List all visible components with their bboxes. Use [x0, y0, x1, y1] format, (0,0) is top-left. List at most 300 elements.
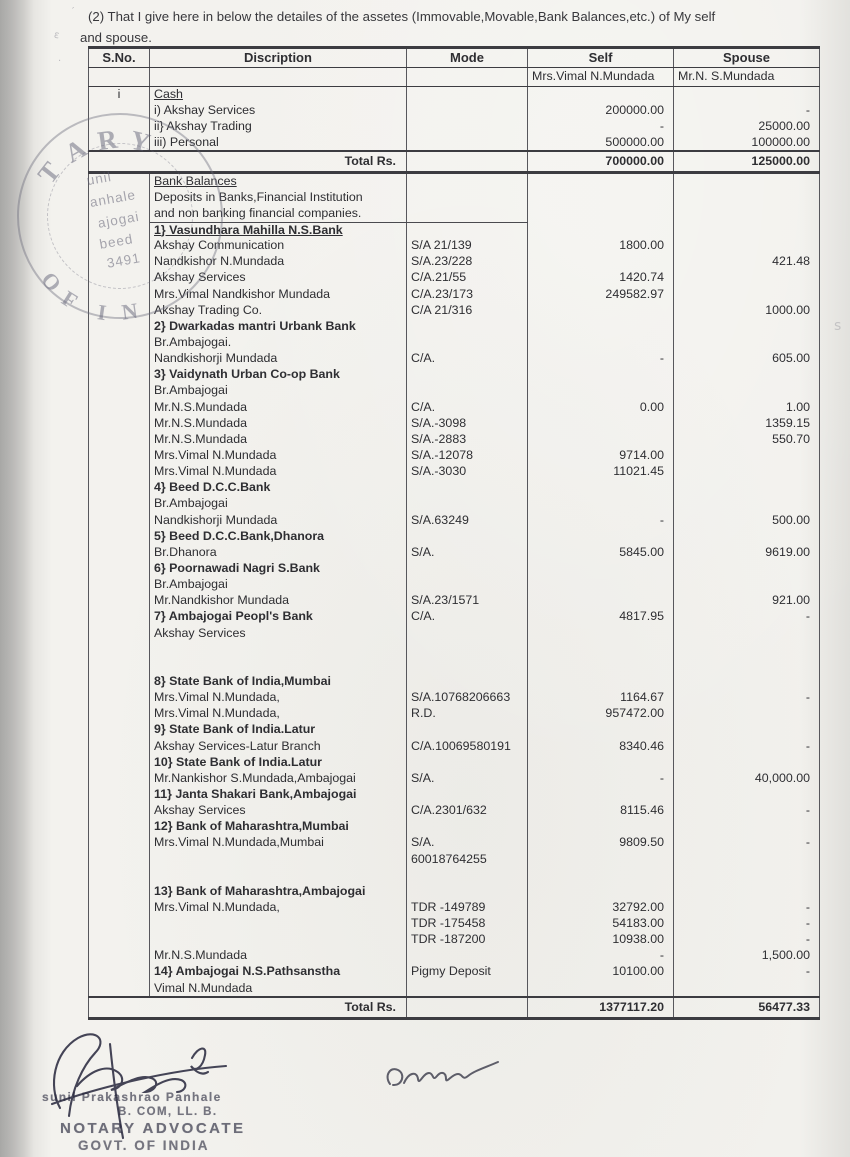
description-text: Br.Dhanora [154, 544, 217, 559]
cell-spouse [674, 480, 820, 496]
cell-spouse: - [674, 900, 820, 916]
cell-mode: S/A. [407, 771, 528, 787]
cell-self: 1377117.20 [528, 997, 674, 1019]
cell-self [528, 868, 674, 884]
cell-mode [407, 319, 528, 335]
cell-self: 54183.00 [528, 916, 674, 932]
stamp-arc-letter: R [95, 123, 120, 157]
table-row [89, 900, 820, 916]
cell-mode [407, 529, 528, 545]
cell-self: 1420.74 [528, 270, 674, 286]
cell-self: 8340.46 [528, 739, 674, 755]
cell-spouse [674, 868, 820, 884]
cell-description [150, 755, 407, 771]
cell-spouse [674, 722, 820, 738]
cell-description [150, 238, 407, 254]
description-text: 2} Dwarkadas mantri Urbank Bank [154, 318, 356, 333]
cell-description [150, 135, 407, 151]
table-subheader-row [89, 68, 820, 87]
cell-self: 32792.00 [528, 900, 674, 916]
cell-self: - [528, 948, 674, 964]
cell-self [528, 335, 674, 351]
description-text: 9} State Bank of India.Latur [154, 722, 316, 737]
cell-self [528, 787, 674, 803]
description-text: 1} Vasundhara Mahilla N.S.Bank [154, 222, 343, 237]
cell-description [150, 852, 407, 868]
cell-spouse [674, 642, 820, 658]
description-text: 8} State Bank of India,Mumbai [154, 673, 331, 688]
cell-empty [407, 68, 528, 87]
cell-spouse: - [674, 835, 820, 851]
cell-self [528, 432, 674, 448]
description-text: Mrs.Vimal N.Mundada [154, 464, 277, 479]
column-header-self: Self [528, 48, 674, 68]
assets-table-body [89, 87, 820, 1019]
description-text: Br.Ambajogai. [154, 335, 232, 349]
cell-sno [89, 319, 150, 335]
table-row [89, 948, 820, 964]
cell-description [150, 448, 407, 464]
table-header-row [89, 48, 820, 68]
cell-description [150, 868, 407, 884]
cell-mode: S/A 21/139 [407, 238, 528, 254]
table-row [89, 432, 820, 448]
cell-spouse [674, 561, 820, 577]
cell-self [528, 852, 674, 868]
notary-qualification: B. COM, LL. B. [118, 1106, 218, 1118]
cell-self: 249582.97 [528, 287, 674, 303]
cell-spouse: - [674, 916, 820, 932]
cell-description [150, 771, 407, 787]
cell-description [150, 254, 407, 270]
notary-name: sunil Prakashrao Panhale [42, 1090, 222, 1104]
cell-mode [407, 173, 528, 190]
cell-mode [407, 819, 528, 835]
cell-description [150, 319, 407, 335]
cell-spouse: 25000.00 [674, 119, 820, 135]
table-row [89, 932, 820, 948]
cell-spouse [674, 222, 820, 238]
description-text: Cash [154, 87, 183, 101]
cell-spouse: 421.48 [674, 254, 820, 270]
cell-sno [89, 432, 150, 448]
cell-description [150, 787, 407, 803]
total-row [89, 997, 820, 1019]
cell-spouse: 1359.15 [674, 416, 820, 432]
table-row [89, 642, 820, 658]
description-text: 10} State Bank of India.Latur [154, 754, 322, 769]
cell-mode: C/A.21/55 [407, 270, 528, 286]
cell-sno [89, 787, 150, 803]
table-row [89, 819, 820, 835]
table-row [89, 303, 820, 319]
cell-mode [407, 222, 528, 238]
cell-sno [89, 190, 150, 206]
cell-mode [407, 981, 528, 997]
cell-self: - [528, 771, 674, 787]
cell-spouse: 1000.00 [674, 303, 820, 319]
cell-description [150, 658, 407, 674]
stamp-arc-letter: T [31, 156, 67, 190]
cell-description [150, 351, 407, 367]
cell-self: - [528, 351, 674, 367]
cell-sno [89, 561, 150, 577]
pencil-mark: · [58, 56, 62, 67]
total-row [89, 151, 820, 173]
cell-self [528, 319, 674, 335]
cell-sno [89, 658, 150, 674]
cell-spouse [674, 496, 820, 512]
cell-self [528, 87, 674, 103]
cell-self [528, 626, 674, 642]
cell-mode: C/A. [407, 351, 528, 367]
cell-sno [89, 206, 150, 222]
cell-self [528, 222, 674, 238]
intro-line-2: and spouse. [80, 30, 152, 45]
description-text: Mrs.Vimal N.Mundada [154, 447, 277, 462]
stamp-text-line: anhale [88, 187, 138, 210]
cell-sno [89, 545, 150, 561]
cell-self [528, 819, 674, 835]
cell-sno [89, 964, 150, 980]
cell-self [528, 416, 674, 432]
description-text: Br.Ambajogai [154, 577, 228, 592]
cell-description [150, 948, 407, 964]
description-text: Akshay Services [154, 803, 246, 818]
cell-description [150, 981, 407, 997]
description-text: Mr.N.S.Mundada [154, 399, 247, 414]
stamp-arc-letter: I [95, 299, 108, 326]
cell-self: 1800.00 [528, 238, 674, 254]
cell-sno [89, 900, 150, 916]
cell-spouse: 9619.00 [674, 545, 820, 561]
cell-description [150, 819, 407, 835]
cell-description [150, 561, 407, 577]
cell-description [150, 545, 407, 561]
cell-description [150, 803, 407, 819]
description-text: ii} Akshay Trading [154, 118, 252, 133]
cell-self [528, 254, 674, 270]
stamp-text-line: ajogai [96, 208, 141, 231]
cell-spouse [674, 270, 820, 286]
table-row [89, 335, 820, 351]
cell-sno [89, 135, 150, 151]
cell-spouse [674, 577, 820, 593]
table-row [89, 173, 820, 190]
cell-description [150, 706, 407, 722]
cell-mode [407, 884, 528, 900]
cell-self: 10938.00 [528, 932, 674, 948]
cell-sno [89, 119, 150, 135]
cell-mode [407, 206, 528, 222]
table-row [89, 135, 820, 151]
cell-self [528, 561, 674, 577]
cell-spouse [674, 367, 820, 383]
table-row [89, 561, 820, 577]
cell-spouse [674, 87, 820, 103]
cell-sno: i [89, 87, 150, 103]
cell-self: 957472.00 [528, 706, 674, 722]
cell-description [150, 432, 407, 448]
cell-sno [89, 351, 150, 367]
description-text: Br.Ambajogai [154, 496, 228, 511]
cell-sno [89, 270, 150, 286]
table-row [89, 87, 820, 103]
description-text: 5} Beed D.C.C.Bank,Dhanora [154, 528, 325, 543]
table-row [89, 916, 820, 932]
cell-sno [89, 335, 150, 351]
description-text: Mr.N.S.Mundada [154, 948, 247, 963]
cell-spouse [674, 206, 820, 222]
cell-sno [89, 835, 150, 851]
intro-text [80, 6, 808, 48]
description-text: Akshay Services-Latur Branch [154, 738, 321, 753]
cell-sno [89, 496, 150, 512]
cell-sno [89, 513, 150, 529]
table-row [89, 103, 820, 119]
stamp-arc-letter: O [36, 267, 67, 297]
cell-self [528, 529, 674, 545]
cell-description [150, 335, 407, 351]
cell-self [528, 383, 674, 399]
stamp-arc-letter: N [120, 297, 140, 325]
cell-description [150, 464, 407, 480]
cell-description [150, 303, 407, 319]
cell-mode [407, 151, 528, 173]
table-row [89, 464, 820, 480]
self-person-name: Mrs.Vimal N.Mundada [528, 68, 674, 87]
description-text: Mr.Nankishor S.Mundada,Ambajogai [154, 770, 356, 785]
cell-mode [407, 722, 528, 738]
table-row [89, 674, 820, 690]
cell-mode: R.D. [407, 706, 528, 722]
cell-mode [407, 496, 528, 512]
cell-sno [89, 529, 150, 545]
table-row [89, 771, 820, 787]
description-text: Deposits in Banks,Financial Institution [154, 189, 363, 204]
cell-mode [407, 868, 528, 884]
cell-mode: TDR -187200 [407, 932, 528, 948]
table-row [89, 400, 820, 416]
cell-description [150, 287, 407, 303]
cell-sno [89, 739, 150, 755]
cell-self [528, 480, 674, 496]
cell-sno [89, 383, 150, 399]
cell-description [150, 87, 407, 103]
cell-spouse [674, 190, 820, 206]
cell-sno [89, 480, 150, 496]
column-header-spouse: Spouse [674, 48, 820, 68]
cell-sno [89, 416, 150, 432]
cell-description [150, 626, 407, 642]
cell-description [150, 270, 407, 286]
cell-spouse [674, 755, 820, 771]
cell-spouse: - [674, 932, 820, 948]
cell-spouse [674, 658, 820, 674]
cell-empty [89, 68, 150, 87]
table-row [89, 190, 820, 206]
cell-spouse [674, 383, 820, 399]
table-row [89, 626, 820, 642]
cell-mode: TDR -149789 [407, 900, 528, 916]
column-header-mode: Mode [407, 48, 528, 68]
description-text: i) Akshay Services [154, 102, 256, 117]
cell-description [150, 593, 407, 609]
stamp-text-line: beed [98, 231, 135, 252]
table-row [89, 722, 820, 738]
cell-self [528, 206, 674, 222]
stamp-arc-letter: A [59, 132, 92, 169]
table-row [89, 658, 820, 674]
stamp-arc-letter: Y [127, 124, 154, 159]
table-row [89, 529, 820, 545]
cell-description [150, 964, 407, 980]
assets-table [88, 46, 820, 1020]
cell-description [150, 674, 407, 690]
notary-title: NOTARY ADVOCATE [60, 1120, 246, 1137]
cell-description [150, 529, 407, 545]
table-row [89, 238, 820, 254]
description-text: Bank Balances [154, 174, 237, 189]
cell-self [528, 884, 674, 900]
cell-mode [407, 480, 528, 496]
cell-mode [407, 87, 528, 103]
table-row [89, 270, 820, 286]
cell-mode: C/A.23/173 [407, 287, 528, 303]
cell-sno [89, 367, 150, 383]
cell-description [150, 222, 407, 238]
cell-description [150, 496, 407, 512]
cell-self [528, 593, 674, 609]
description-text: Mr.N.S.Mundada [154, 415, 247, 430]
cell-spouse [674, 448, 820, 464]
description-text: Mrs.Vimal N.Mundada, [154, 706, 280, 721]
table-row [89, 416, 820, 432]
cell-sno [89, 303, 150, 319]
cell-sno [89, 932, 150, 948]
cell-spouse [674, 173, 820, 190]
description-text: 12} Bank of Maharashtra,Mumbai [154, 819, 349, 834]
cell-mode: S/A.-3098 [407, 416, 528, 432]
scribble-annotation [376, 1050, 526, 1105]
cell-spouse [674, 706, 820, 722]
cell-self [528, 577, 674, 593]
cell-description [150, 916, 407, 932]
cell-spouse: 500.00 [674, 513, 820, 529]
cell-spouse: 125000.00 [674, 151, 820, 173]
stamp-text-line: 3491 [105, 250, 142, 271]
signature-handwritten [44, 1028, 244, 1143]
description-text: Akshay Services [154, 625, 246, 640]
table-row [89, 593, 820, 609]
table-row [89, 496, 820, 512]
description-text: Nandkishorji Mundada [154, 512, 278, 527]
table-row [89, 319, 820, 335]
cell-mode [407, 577, 528, 593]
description-text: 6} Poornawadi Nagri S.Bank [154, 560, 320, 575]
cell-spouse: 100000.00 [674, 135, 820, 151]
cell-mode: S/A.23/1571 [407, 593, 528, 609]
cell-spouse: 605.00 [674, 351, 820, 367]
description-text [154, 658, 157, 672]
description-text: 11} Janta Shakari Bank,Ambajogai [154, 786, 357, 801]
cell-mode [407, 658, 528, 674]
cell-description [150, 900, 407, 916]
description-text [154, 868, 157, 882]
cell-sno [89, 755, 150, 771]
pencil-mark: s [834, 318, 842, 334]
table-row [89, 119, 820, 135]
cell-description [150, 173, 407, 190]
cell-spouse: - [674, 803, 820, 819]
cell-sno [89, 222, 150, 238]
table-row [89, 690, 820, 706]
cell-sno [89, 852, 150, 868]
cell-self [528, 367, 674, 383]
table-row [89, 964, 820, 980]
cell-self: 9809.50 [528, 835, 674, 851]
cell-sno [89, 626, 150, 642]
cell-sno [89, 238, 150, 254]
cell-description [150, 206, 407, 222]
cell-mode: 60018764255 [407, 852, 528, 868]
cell-description [150, 577, 407, 593]
cell-sno [89, 674, 150, 690]
table-row [89, 545, 820, 561]
cell-description [150, 367, 407, 383]
table-row [89, 222, 820, 238]
cell-sno [89, 254, 150, 270]
cell-self [528, 658, 674, 674]
description-text: Akshay Services [154, 270, 246, 285]
description-text: Mrs.Vimal N.Mundada, [154, 899, 280, 914]
cell-spouse: - [674, 739, 820, 755]
cell-mode [407, 626, 528, 642]
cell-mode [407, 755, 528, 771]
cell-sno [89, 981, 150, 997]
stamp-text-line: unil [85, 168, 113, 189]
cell-mode [407, 335, 528, 351]
description-text: Nandkishor N.Mundada [154, 254, 285, 269]
cell-mode: S/A.-2883 [407, 432, 528, 448]
description-text: iii) Personal [154, 134, 219, 149]
cell-spouse [674, 819, 820, 835]
cell-self [528, 722, 674, 738]
cell-spouse: 550.70 [674, 432, 820, 448]
cell-self: 4817.95 [528, 609, 674, 625]
cell-spouse: - [674, 964, 820, 980]
cell-self: 9714.00 [528, 448, 674, 464]
cell-mode: C/A. [407, 400, 528, 416]
intro-line-1: (2) That I give here in below the detailes of the assetes (Immovable,Movable,Bank Balances,etc.) of My self [88, 9, 716, 24]
table-row [89, 852, 820, 868]
cell-sno [89, 690, 150, 706]
cell-mode: C/A 21/316 [407, 303, 528, 319]
description-text: 14} Ambajogai N.S.Pathsanstha [154, 964, 341, 979]
stamp-arc-letter: F [57, 285, 83, 314]
cell-sno [89, 448, 150, 464]
cell-mode [407, 561, 528, 577]
cell-sno [89, 948, 150, 964]
cell-mode [407, 642, 528, 658]
description-text: Mr.Nandkishor Mundada [154, 593, 289, 608]
table-row [89, 513, 820, 529]
cell-self [528, 190, 674, 206]
cell-self: 11021.45 [528, 464, 674, 480]
description-text: 4} Beed D.C.C.Bank [154, 480, 271, 495]
description-text: 13} Bank of Maharashtra,Ambajogai [154, 883, 366, 898]
cell-sno [89, 464, 150, 480]
